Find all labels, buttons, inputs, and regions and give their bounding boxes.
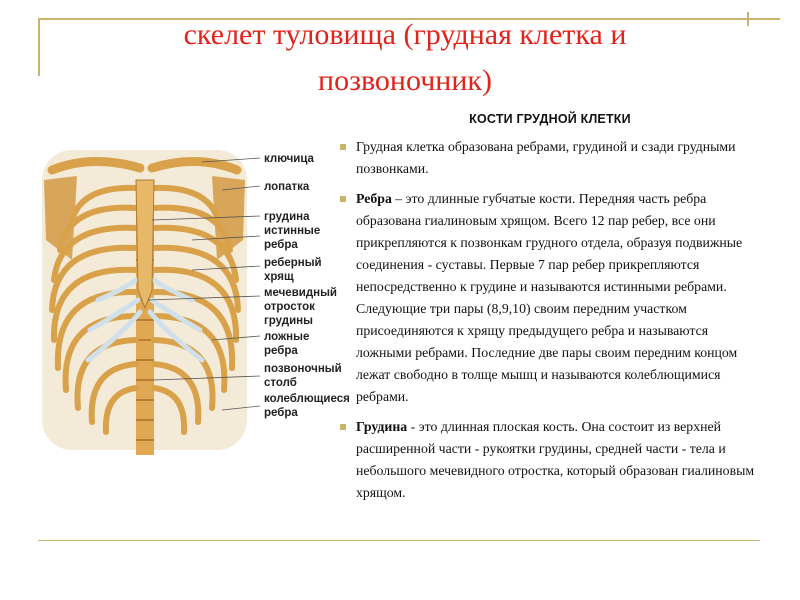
label-koleblyuschiesya: колеблющиеся: [264, 393, 350, 405]
ribcage-illustration: [32, 140, 350, 460]
label-lopatka: лопатка: [264, 181, 310, 193]
label-pozvonochnyi: позвоночный: [264, 363, 342, 375]
bullet-marker: [340, 144, 346, 150]
label-rebra-1: ребра: [264, 239, 298, 251]
paragraph-ribs-text: – это длинные губчатые кости. Передняя часть ребра образована гиалиновым хрящом. Всего 12 пар ребер, все они прикрепляются к позвонкам грудного отдела, образуя подвижные соединения - суставы. Первые 7 пар ребер прикрепляются непосредственно к грудине и называются истинными ребрами. Следующие три пары (8,9,10) своим передним участком присоединяются к хрящу предыдущего ребра и называются ложными ребрами. Последние две пары своим передним концом лежат свободно в толще мышц и называются колеблющимися ребрами.: [356, 191, 743, 404]
bottom-decor-line: [38, 540, 760, 541]
right-decor-tick: [747, 12, 749, 26]
paragraph-sternum: [340, 416, 760, 504]
label-rebra-2: ребра: [264, 345, 298, 357]
label-otrostok: отросток: [264, 301, 315, 313]
text-content: [340, 112, 760, 512]
label-grudina: грудина: [264, 211, 310, 223]
label-lozhnye: ложные: [264, 331, 310, 343]
left-decor-line: [38, 18, 40, 76]
paragraph-sternum-text: - это длинная плоская кость. Она состоит из верхней расширенной части - рукоятки грудины, средней части - тела и небольшого мечевидного отростка, который образован гиалиновым хрящом.: [356, 419, 755, 500]
bullet-marker: [340, 196, 346, 202]
label-klyuchitsa: ключица: [264, 153, 314, 165]
label-mechevidnyi: мечевидный: [264, 287, 337, 299]
label-rebra-3: ребра: [264, 407, 298, 419]
label-grudiny: грудины: [264, 315, 313, 327]
section-heading: КОСТИ ГРУДНОЙ КЛЕТКИ: [469, 112, 631, 126]
label-istinnye: истинные: [264, 225, 321, 237]
bullet-marker: [340, 424, 346, 430]
paragraph-intro-text: Грудная клетка образована ребрами, грудиной и сзади грудными позвонками.: [356, 139, 736, 176]
term-sternum: Грудина: [356, 419, 408, 434]
paragraph-intro: [340, 136, 760, 180]
label-khryasch: хрящ: [264, 271, 294, 283]
term-ribs: Ребра: [356, 191, 392, 206]
paragraph-ribs: [340, 188, 760, 408]
label-rebernyi: реберный: [264, 257, 322, 269]
label-stolb: столб: [264, 377, 297, 389]
slide-title: скелет туловища (грудная клетка и позвоночник): [183, 18, 627, 97]
